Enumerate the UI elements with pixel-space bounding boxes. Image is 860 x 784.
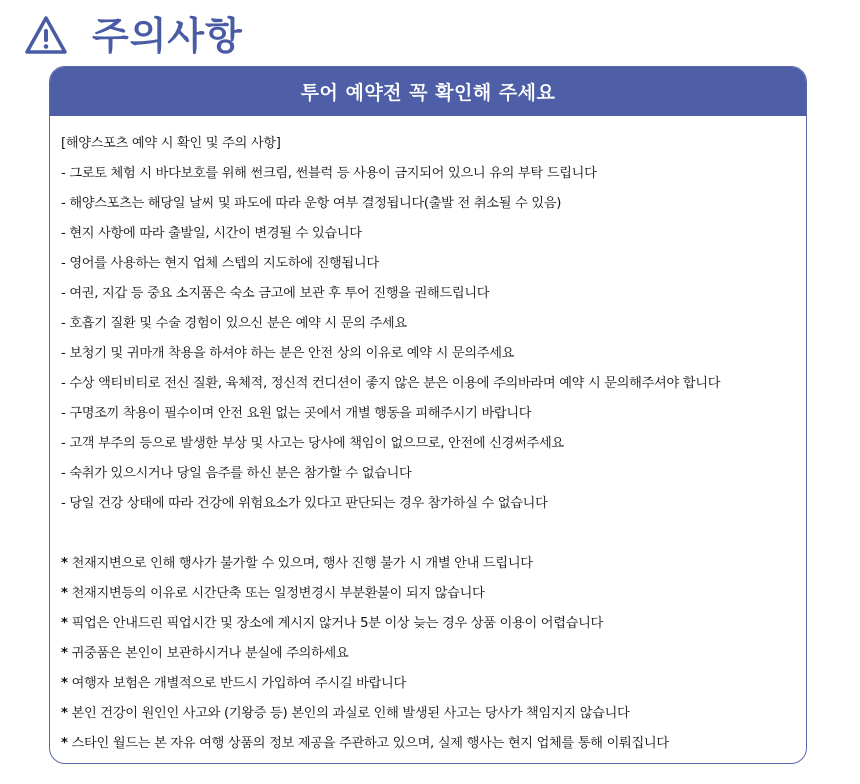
- asterisk-bullet: *: [61, 616, 68, 631]
- general-note-text: 귀중품은 본인이 보관하시거나 분실에 주의하세요: [71, 646, 349, 661]
- marine-note-item: - 영어를 사용하는 현지 업체 스텝의 지도하에 진행됩니다: [61, 256, 379, 271]
- general-note-item: [61, 669, 806, 699]
- asterisk-bullet: *: [61, 736, 68, 751]
- general-note-text: 천재지변등의 이유로 시간단축 또는 일정변경시 부분환불이 되지 않습니다: [71, 586, 485, 601]
- asterisk-bullet: *: [61, 556, 68, 571]
- general-note-text: 본인 건강이 원인인 사고와 (기왕증 등) 본인의 과실로 인해 발생된 사고는 당사가 책임지지 않습니다: [71, 706, 630, 721]
- asterisk-bullet: *: [61, 706, 68, 721]
- marine-note-item: - 해양스포츠는 해당일 날씨 및 파도에 따라 운항 여부 결정됩니다(출발 전 취소될 수 있음): [61, 196, 562, 211]
- asterisk-bullet: *: [61, 676, 68, 691]
- marine-sports-list: [61, 159, 806, 519]
- general-note-item: [61, 609, 806, 639]
- general-note-item: [61, 729, 806, 759]
- marine-note-item: - 보청기 및 귀마개 착용을 하셔야 하는 분은 안전 상의 이유로 예약 시 문의주세요: [61, 346, 515, 361]
- general-note-item: [61, 639, 806, 669]
- general-note-text: 픽업은 안내드린 픽업시간 및 장소에 계시지 않거나 5분 이상 늦는 경우 상품 이용이 어렵습니다: [71, 616, 603, 631]
- asterisk-bullet: *: [61, 586, 68, 601]
- general-note-item: [61, 549, 806, 579]
- marine-note-item: - 호흡기 질환 및 수술 경험이 있으신 분은 예약 시 문의 주세요: [61, 316, 407, 331]
- general-note-item: [61, 699, 806, 729]
- marine-note-item: - 당일 건강 상태에 따라 건강에 위험요소가 있다고 판단되는 경우 참가하실 수 없습니다: [61, 496, 548, 511]
- general-note-text: 천재지변으로 인해 행사가 불가할 수 있으며, 행사 진행 불가 시 개별 안내 드립니다: [71, 556, 533, 571]
- asterisk-bullet: *: [61, 646, 68, 661]
- marine-note-item: - 여권, 지갑 등 중요 소지품은 숙소 금고에 보관 후 투어 진행을 권해드립니다: [61, 286, 490, 301]
- warning-triangle-icon: [24, 14, 68, 58]
- notice-banner: 투어 예약전 꼭 확인해 주세요: [50, 67, 806, 116]
- notice-content: [50, 116, 806, 759]
- general-notes-list: [61, 549, 806, 759]
- marine-note-item: - 그로토 체험 시 바다보호를 위해 썬크림, 썬블럭 등 사용이 금지되어 있으니 유의 부탁 드립니다: [61, 166, 597, 181]
- marine-note-item: - 숙취가 있으시거나 당일 음주를 하신 분은 참가할 수 없습니다: [61, 466, 412, 481]
- section-gap: [61, 519, 806, 549]
- marine-note-item: - 수상 액티비티로 전신 질환, 육체적, 정신적 컨디션이 좋지 않은 분은 이용에 주의바라며 예약 시 문의해주셔야 합니다: [61, 376, 721, 391]
- general-note-text: 스타인 월드는 본 자유 여행 상품의 정보 제공을 주관하고 있으며, 실제 행사는 현지 업체를 통해 이뤄집니다: [71, 736, 669, 751]
- general-note-text: 여행자 보험은 개별적으로 반드시 가입하여 주시길 바랍니다: [71, 676, 406, 691]
- marine-note-item: - 현지 사항에 따라 출발일, 시간이 변경될 수 있습니다: [61, 226, 362, 241]
- general-note-item: [61, 579, 806, 609]
- notice-card: [49, 66, 807, 764]
- section-title: [해양스포츠 예약 시 확인 및 주의 사항]: [61, 136, 281, 151]
- marine-note-item: - 고객 부주의 등으로 발생한 부상 및 사고는 당사에 책임이 없으므로, 안전에 신경써주세요: [61, 436, 564, 451]
- marine-note-item: - 구명조끼 착용이 필수이며 안전 요원 없는 곳에서 개별 행동을 피해주시기 바랍니다: [61, 406, 532, 421]
- page-title: 주의사항: [92, 14, 243, 58]
- page-header: [24, 8, 243, 64]
